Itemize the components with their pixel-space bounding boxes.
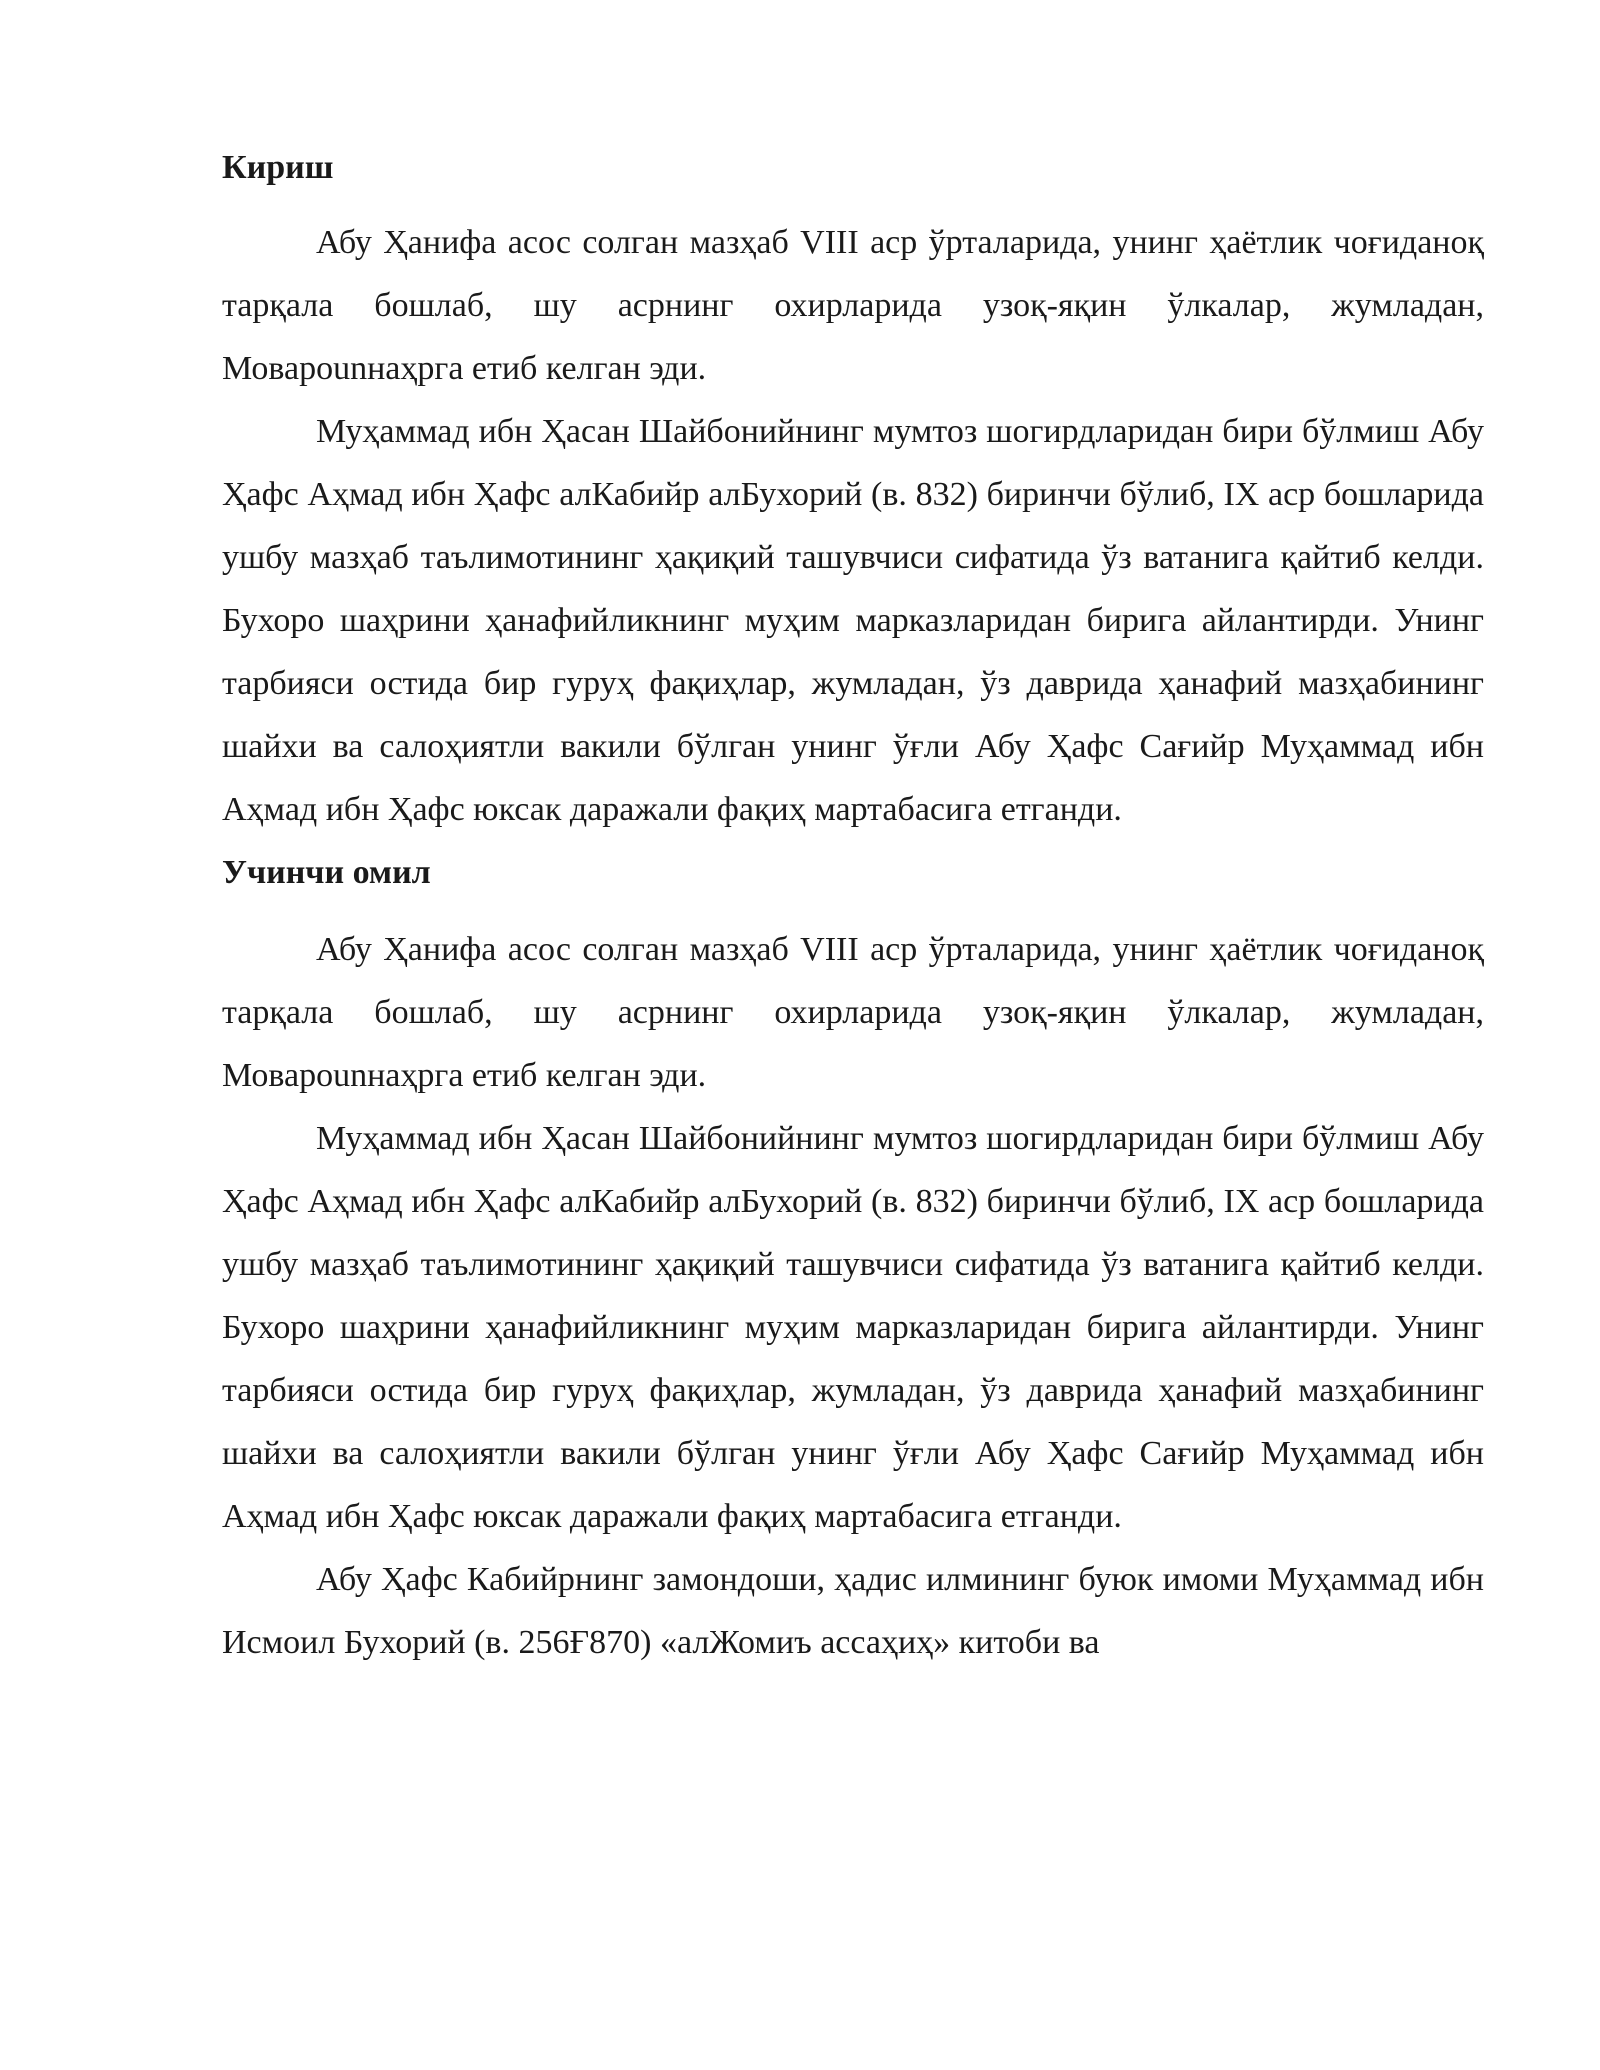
- section-heading-intro: Кириш: [222, 149, 334, 186]
- paragraph: Муҳаммад ибн Ҳасан Шайбонийнинг мумтоз шогирдларидан бири бўлмиш Абу Ҳафс Аҳмад ибн Ҳафс алКабийр алБухорий (в. 832) биринчи бўлиб, IX аср бошларида ушбу мазҳаб таълимотининг ҳақиқий ташувчиси сифатида ўз ватанига қайтиб келди. Бухоро шаҳрини ҳанафийликнинг муҳим марказларидан бирига айлантирди. Унинг тарбияси остида бир гуруҳ фақиҳлар, жумладан, ўз даврида ҳанафий мазҳабининг шайхи ва салоҳиятли вакили бўлган унинг ўғли Абу Ҳафс Сағийр Муҳаммад ибн Аҳмад ибн Ҳафс юксак даражали фақиҳ мартабасига етганди.: [222, 413, 1484, 828]
- section-heading-third-factor: Учинчи омил: [222, 854, 431, 891]
- paragraph: Абу Ҳафс Кабийрнинг замондоши, ҳадис илмининг буюк имоми Муҳаммад ибн Исмоил Бухорий (в. 256Ғ870) «алЖомиъ ассаҳиҳ» китоби ва: [222, 1561, 1484, 1661]
- document-page: [222, 136, 1484, 1674]
- paragraph: Абу Ҳанифа асос солган мазҳаб VIII аср ўрталарида, унинг ҳаётлик чоғиданоқ тарқала бошлаб, шу асрнинг охирларида узоқ-яқин ўлкалар, жумладан, Моварounнаҳрга етиб келган эди.: [222, 931, 1484, 1094]
- paragraph: Муҳаммад ибн Ҳасан Шайбонийнинг мумтоз шогирдларидан бири бўлмиш Абу Ҳафс Аҳмад ибн Ҳафс алКабийр алБухорий (в. 832) биринчи бўлиб, IX аср бошларида ушбу мазҳаб таълимотининг ҳақиқий ташувчиси сифатида ўз ватанига қайтиб келди. Бухоро шаҳрини ҳанафийликнинг муҳим марказларидан бирига айлантирди. Унинг тарбияси остида бир гуруҳ фақиҳлар, жумладан, ўз даврида ҳанафий мазҳабининг шайхи ва салоҳиятли вакили бўлган унинг ўғли Абу Ҳафс Сағийр Муҳаммад ибн Аҳмад ибн Ҳафс юксак даражали фақиҳ мартабасига етганди.: [222, 1120, 1484, 1535]
- paragraph: Абу Ҳанифа асос солган мазҳаб VIII аср ўрталарида, унинг ҳаётлик чоғиданоқ тарқала бошлаб, шу асрнинг охирларида узоқ-яқин ўлкалар, жумладан, Моварounнаҳрга етиб келган эди.: [222, 224, 1484, 387]
